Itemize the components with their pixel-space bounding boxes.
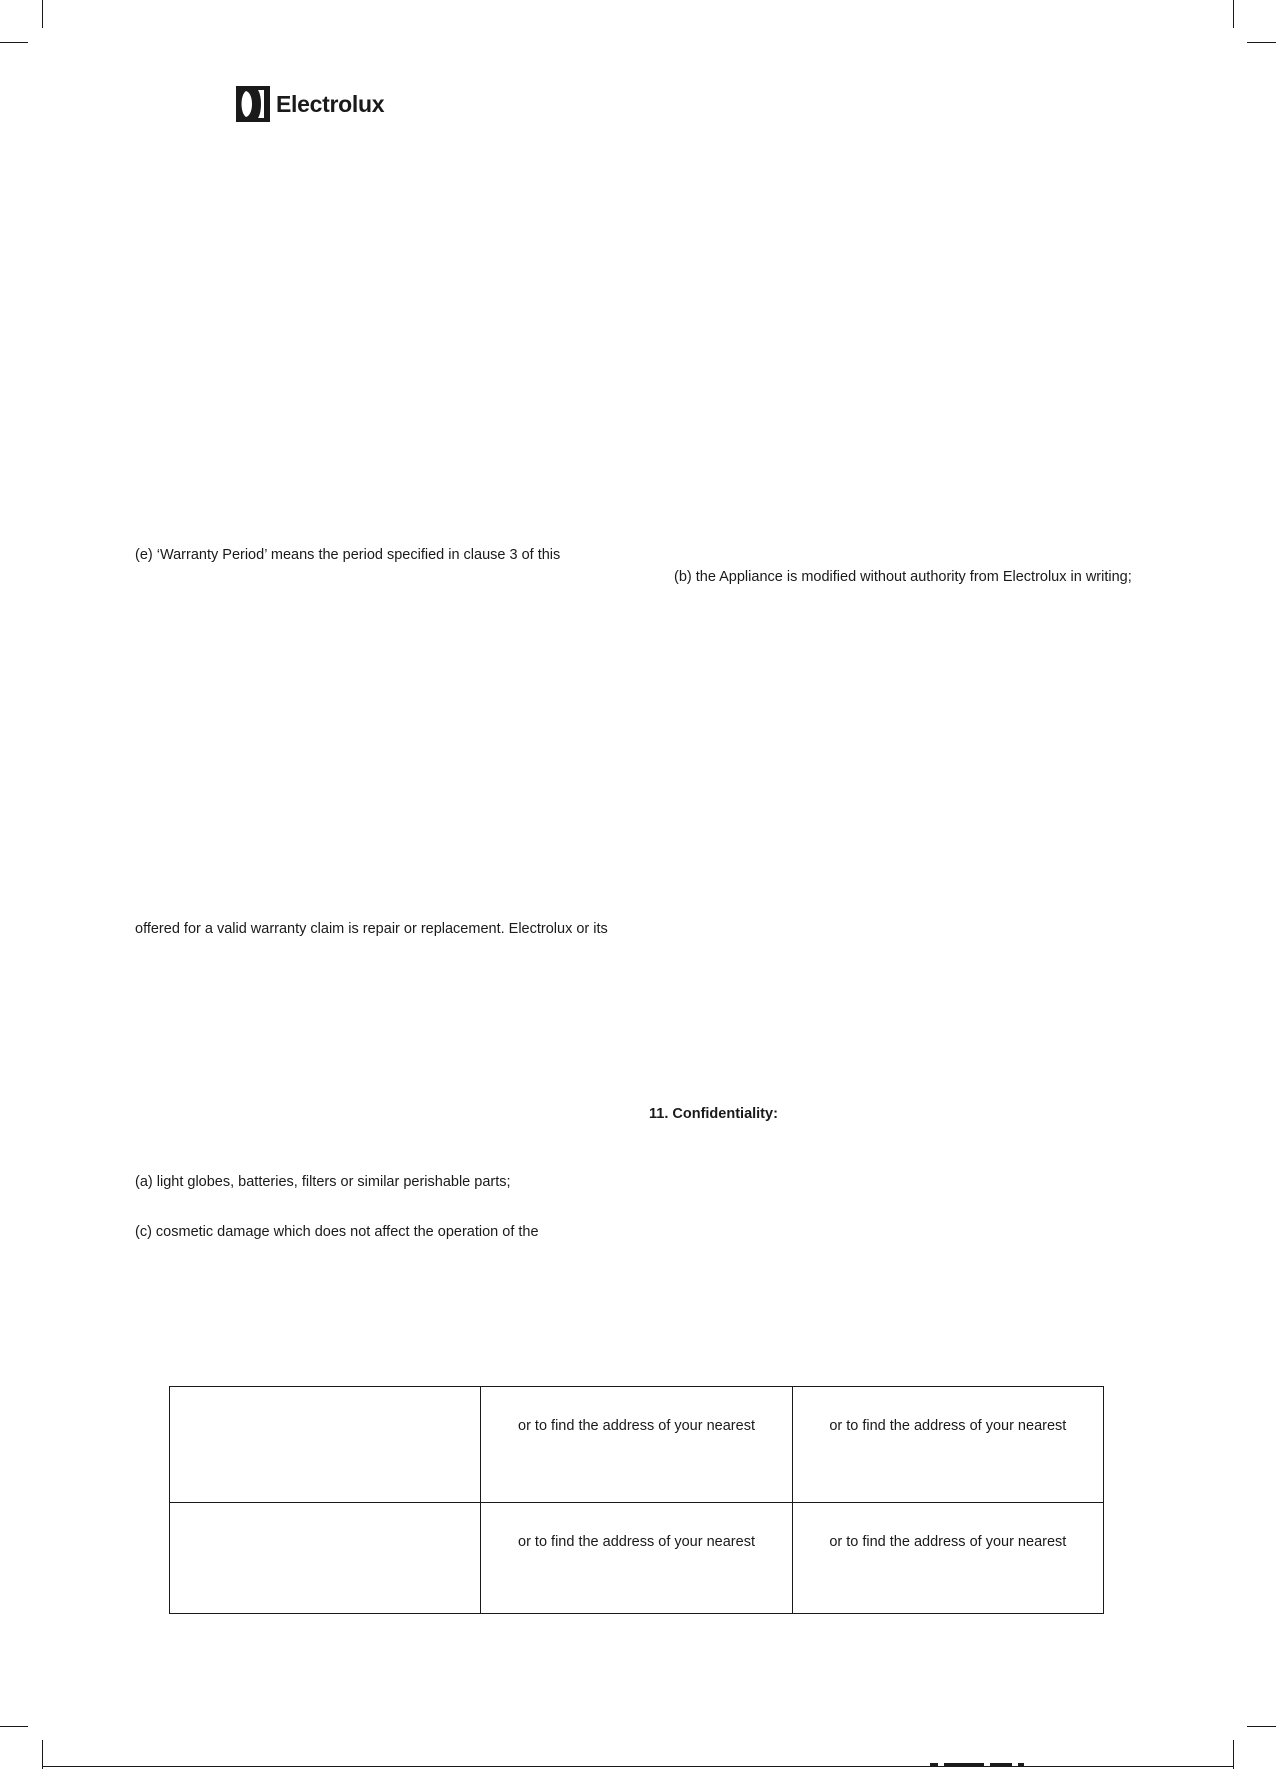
footer-print-marks	[930, 1763, 1024, 1767]
section-heading-confidentiality: 11. Confidentiality:	[649, 1106, 778, 1122]
crop-mark-bottom-right-vertical	[1233, 1740, 1234, 1769]
table-row	[170, 1387, 1104, 1503]
clause-e-warranty-period: (e) ‘Warranty Period’ means the period specified in clause 3 of this	[135, 547, 561, 563]
exclusion-item-c: (c) cosmetic damage which does not affect the operation of the	[135, 1224, 539, 1240]
condition-item-b: (b) the Appliance is modified without authority from Electrolux in writing;	[674, 569, 1132, 585]
warranty-claim-text: offered for a valid warranty claim is repair or replacement. Electrolux or its	[135, 921, 608, 937]
crop-mark-top-right-vertical	[1233, 0, 1234, 28]
crop-mark-bottom-left-vertical	[42, 1740, 43, 1769]
brand-logo	[236, 86, 384, 122]
contact-table	[169, 1386, 1104, 1614]
table-cell	[170, 1503, 481, 1614]
brand-name: Electrolux	[276, 90, 385, 117]
table-cell: or to find the address of your nearest	[481, 1387, 792, 1503]
crop-mark-top-left-vertical	[42, 0, 43, 28]
table-cell: or to find the address of your nearest	[792, 1387, 1103, 1503]
table-cell: or to find the address of your nearest	[792, 1503, 1103, 1614]
table-cell: or to find the address of your nearest	[481, 1503, 792, 1614]
table-row	[170, 1503, 1104, 1614]
bottom-trim-line	[42, 1766, 1233, 1767]
exclusion-item-a: (a) light globes, batteries, filters or similar perishable parts;	[135, 1174, 511, 1190]
crop-mark-bottom-right-horizontal	[1247, 1726, 1276, 1727]
crop-mark-top-right-horizontal	[1247, 42, 1276, 43]
table-cell	[170, 1387, 481, 1503]
crop-mark-top-left-horizontal	[0, 42, 28, 43]
electrolux-logo-icon	[236, 86, 270, 122]
crop-mark-bottom-left-horizontal	[0, 1726, 28, 1727]
